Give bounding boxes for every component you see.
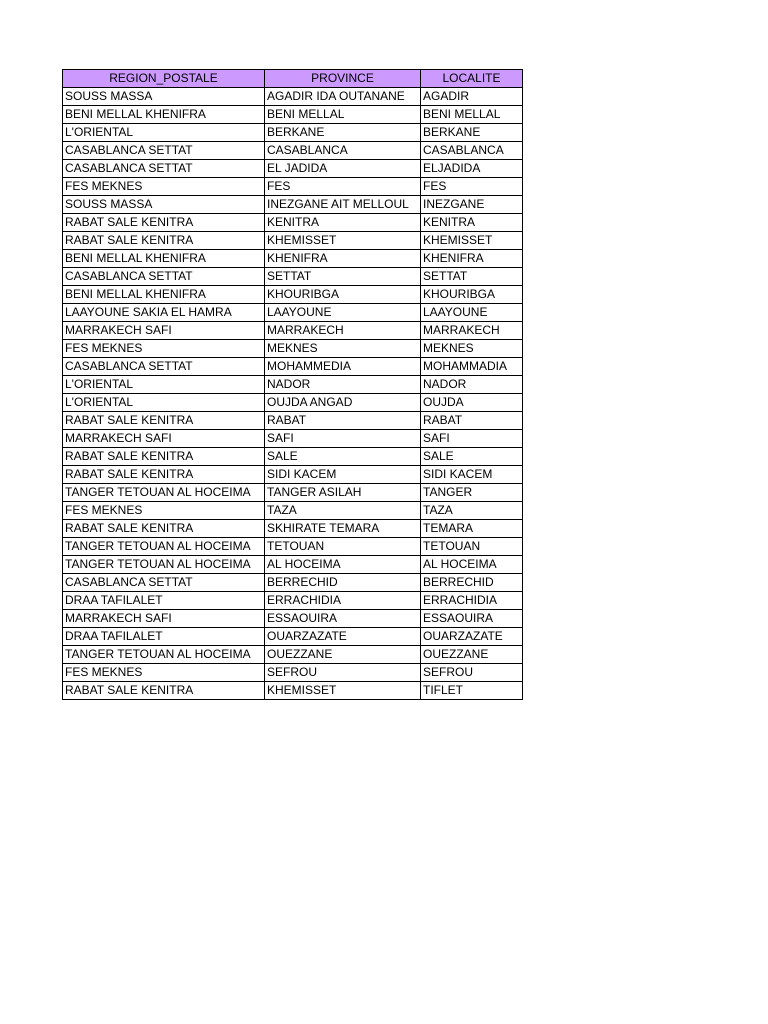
spreadsheet-sheet [62,69,523,700]
cell-localite[interactable]: SAFI [421,430,523,448]
table-row [63,178,523,196]
cell-province[interactable]: AGADIR IDA OUTANANE [265,88,421,106]
cell-localite[interactable]: OUEZZANE [421,646,523,664]
table-row [63,430,523,448]
cell-province[interactable]: AL HOCEIMA [265,556,421,574]
cell-region-postale[interactable]: MARRAKECH SAFI [63,430,265,448]
cell-province[interactable]: KENITRA [265,214,421,232]
header-localite[interactable]: LOCALITE [421,70,523,88]
cell-region-postale[interactable]: MARRAKECH SAFI [63,322,265,340]
header-row [63,70,523,88]
table-row [63,268,523,286]
cell-localite[interactable]: KHENIFRA [421,250,523,268]
table-row [63,196,523,214]
table-row [63,520,523,538]
cell-localite[interactable]: SALE [421,448,523,466]
cell-region-postale[interactable]: RABAT SALE KENITRA [63,448,265,466]
cell-region-postale[interactable]: TANGER TETOUAN AL HOCEIMA [63,646,265,664]
cell-province[interactable]: EL JADIDA [265,160,421,178]
cell-province[interactable]: KHOURIBGA [265,286,421,304]
cell-localite[interactable]: MARRAKECH [421,322,523,340]
cell-region-postale[interactable]: BENI MELLAL KHENIFRA [63,250,265,268]
cell-localite[interactable]: KHEMISSET [421,232,523,250]
cell-localite[interactable]: TEMARA [421,520,523,538]
table-row [63,466,523,484]
cell-localite[interactable]: BERRECHID [421,574,523,592]
cell-region-postale[interactable]: CASABLANCA SETTAT [63,358,265,376]
cell-region-postale[interactable]: FES MEKNES [63,340,265,358]
cell-province[interactable]: LAAYOUNE [265,304,421,322]
cell-region-postale[interactable]: RABAT SALE KENITRA [63,682,265,700]
table-row [63,142,523,160]
table-row [63,538,523,556]
cell-province[interactable]: TANGER ASILAH [265,484,421,502]
table-row [63,448,523,466]
cell-province[interactable]: NADOR [265,376,421,394]
cell-region-postale[interactable]: SOUSS MASSA [63,88,265,106]
cell-province[interactable]: SAFI [265,430,421,448]
cell-localite[interactable]: ELJADIDA [421,160,523,178]
cell-region-postale[interactable]: CASABLANCA SETTAT [63,574,265,592]
cell-province[interactable]: TAZA [265,502,421,520]
table-row [63,394,523,412]
cell-province[interactable]: OUARZAZATE [265,628,421,646]
cell-region-postale[interactable]: RABAT SALE KENITRA [63,412,265,430]
cell-localite[interactable]: LAAYOUNE [421,304,523,322]
cell-localite[interactable]: INEZGANE [421,196,523,214]
cell-province[interactable]: MOHAMMEDIA [265,358,421,376]
cell-localite[interactable]: SIDI KACEM [421,466,523,484]
table-row [63,160,523,178]
table-row [63,628,523,646]
cell-province[interactable]: SIDI KACEM [265,466,421,484]
cell-region-postale[interactable]: DRAA TAFILALET [63,592,265,610]
table-row [63,574,523,592]
localities-table [62,69,523,700]
cell-region-postale[interactable]: TANGER TETOUAN AL HOCEIMA [63,484,265,502]
cell-localite[interactable]: TAZA [421,502,523,520]
cell-localite[interactable]: CASABLANCA [421,142,523,160]
cell-localite[interactable]: OUJDA [421,394,523,412]
cell-localite[interactable]: BENI MELLAL [421,106,523,124]
cell-province[interactable]: RABAT [265,412,421,430]
cell-region-postale[interactable]: FES MEKNES [63,178,265,196]
table-row [63,682,523,700]
cell-province[interactable]: INEZGANE AIT MELLOUL [265,196,421,214]
table-row [63,304,523,322]
cell-province[interactable]: OUEZZANE [265,646,421,664]
cell-localite[interactable]: FES [421,178,523,196]
cell-province[interactable]: KHEMISSET [265,232,421,250]
cell-province[interactable]: BENI MELLAL [265,106,421,124]
table-row [63,124,523,142]
cell-region-postale[interactable]: TANGER TETOUAN AL HOCEIMA [63,556,265,574]
table-row [63,376,523,394]
cell-region-postale[interactable]: L'ORIENTAL [63,394,265,412]
cell-province[interactable]: BERKANE [265,124,421,142]
cell-province[interactable]: SEFROU [265,664,421,682]
table-row [63,250,523,268]
cell-region-postale[interactable]: CASABLANCA SETTAT [63,268,265,286]
cell-localite[interactable]: NADOR [421,376,523,394]
table-row [63,322,523,340]
cell-province[interactable]: ERRACHIDIA [265,592,421,610]
cell-region-postale[interactable]: RABAT SALE KENITRA [63,466,265,484]
table-row [63,646,523,664]
cell-region-postale[interactable]: FES MEKNES [63,502,265,520]
table-row [63,286,523,304]
cell-region-postale[interactable]: RABAT SALE KENITRA [63,214,265,232]
cell-localite[interactable]: TETOUAN [421,538,523,556]
cell-province[interactable]: OUJDA ANGAD [265,394,421,412]
cell-region-postale[interactable]: FES MEKNES [63,664,265,682]
cell-province[interactable]: FES [265,178,421,196]
cell-localite[interactable]: KHOURIBGA [421,286,523,304]
cell-province[interactable]: CASABLANCA [265,142,421,160]
table-row [63,88,523,106]
table-row [63,340,523,358]
cell-region-postale[interactable]: DRAA TAFILALET [63,628,265,646]
cell-province[interactable]: MARRAKECH [265,322,421,340]
cell-province[interactable]: SETTAT [265,268,421,286]
cell-region-postale[interactable]: BENI MELLAL KHENIFRA [63,106,265,124]
cell-province[interactable]: ESSAOUIRA [265,610,421,628]
cell-region-postale[interactable]: CASABLANCA SETTAT [63,160,265,178]
cell-region-postale[interactable]: MARRAKECH SAFI [63,610,265,628]
cell-province[interactable]: KHENIFRA [265,250,421,268]
cell-province[interactable]: SKHIRATE TEMARA [265,520,421,538]
cell-localite[interactable]: AGADIR [421,88,523,106]
cell-province[interactable]: BERRECHID [265,574,421,592]
table-row [63,412,523,430]
cell-localite[interactable]: BERKANE [421,124,523,142]
table-row [63,502,523,520]
cell-region-postale[interactable]: RABAT SALE KENITRA [63,232,265,250]
cell-region-postale[interactable]: SOUSS MASSA [63,196,265,214]
cell-localite[interactable]: TANGER [421,484,523,502]
cell-localite[interactable]: TIFLET [421,682,523,700]
cell-province[interactable]: SALE [265,448,421,466]
cell-localite[interactable]: SEFROU [421,664,523,682]
cell-localite[interactable]: AL HOCEIMA [421,556,523,574]
cell-region-postale[interactable]: TANGER TETOUAN AL HOCEIMA [63,538,265,556]
table-row [63,232,523,250]
table-row [63,106,523,124]
table-body [63,88,523,700]
cell-region-postale[interactable]: BENI MELLAL KHENIFRA [63,286,265,304]
cell-localite[interactable]: RABAT [421,412,523,430]
table-row [63,484,523,502]
table-row [63,664,523,682]
table-row [63,214,523,232]
cell-region-postale[interactable]: LAAYOUNE SAKIA EL HAMRA [63,304,265,322]
cell-province[interactable]: TETOUAN [265,538,421,556]
cell-region-postale[interactable]: RABAT SALE KENITRA [63,520,265,538]
table-row [63,556,523,574]
cell-localite[interactable]: MEKNES [421,340,523,358]
cell-localite[interactable]: MOHAMMADIA [421,358,523,376]
table-row [63,358,523,376]
cell-province[interactable]: MEKNES [265,340,421,358]
header-region-postale[interactable]: REGION_POSTALE [63,70,265,88]
cell-localite[interactable]: ESSAOUIRA [421,610,523,628]
cell-localite[interactable]: ERRACHIDIA [421,592,523,610]
cell-localite[interactable]: OUARZAZATE [421,628,523,646]
cell-localite[interactable]: SETTAT [421,268,523,286]
header-province[interactable]: PROVINCE [265,70,421,88]
table-row [63,610,523,628]
cell-localite[interactable]: KENITRA [421,214,523,232]
cell-region-postale[interactable]: L'ORIENTAL [63,376,265,394]
cell-region-postale[interactable]: CASABLANCA SETTAT [63,142,265,160]
cell-region-postale[interactable]: L'ORIENTAL [63,124,265,142]
table-row [63,592,523,610]
cell-province[interactable]: KHEMISSET [265,682,421,700]
